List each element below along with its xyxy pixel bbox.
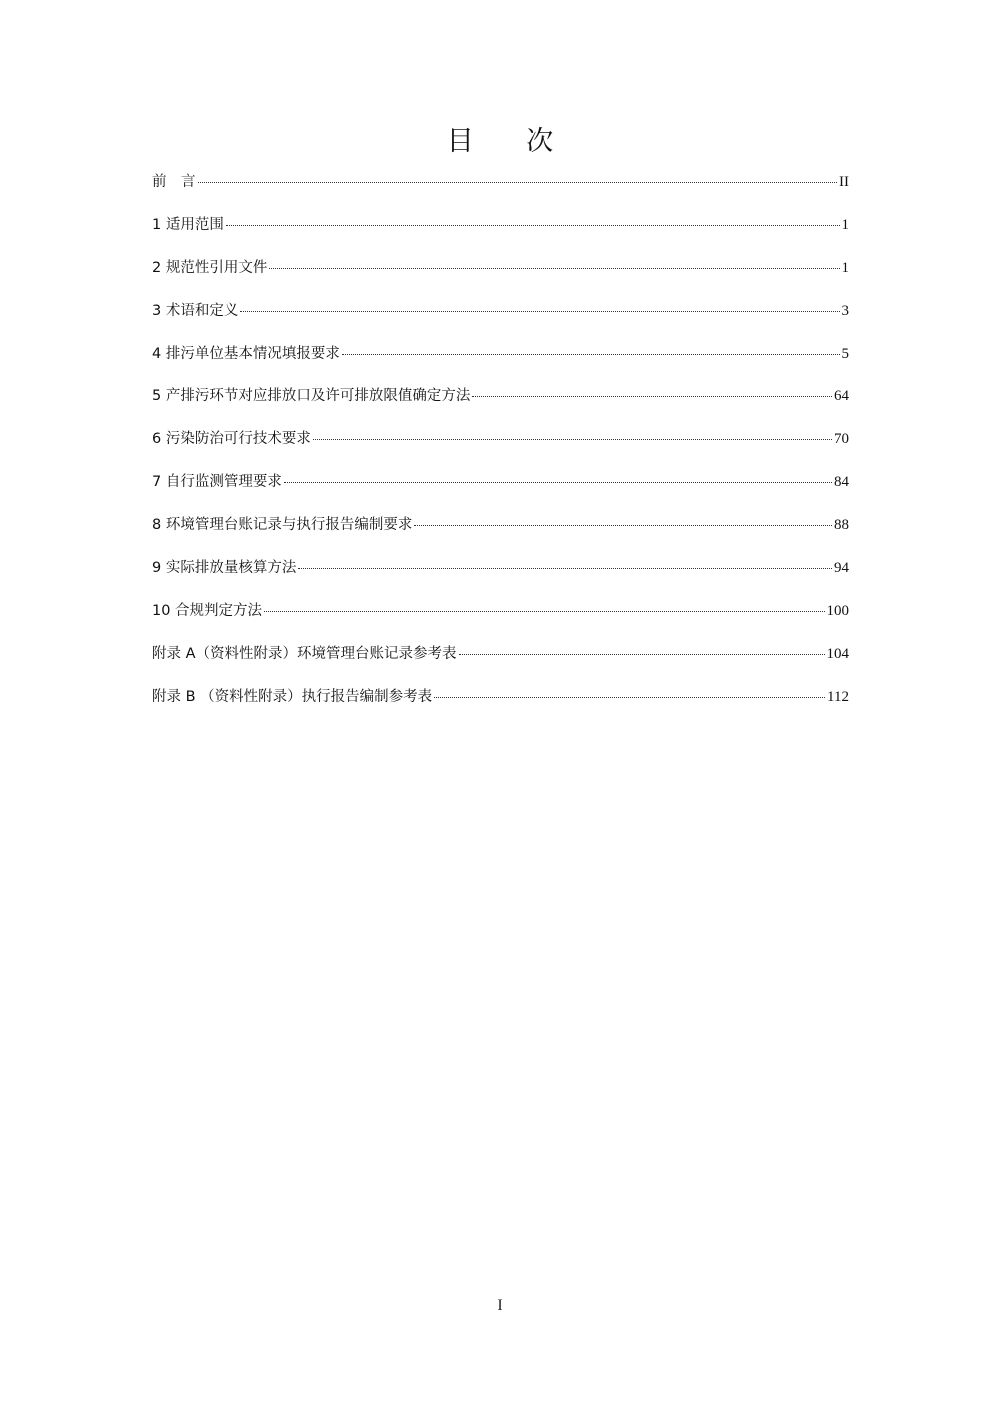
toc-dot-leader [414, 525, 832, 526]
toc-entry-page: 104 [826, 645, 849, 662]
toc-entry-page: 1 [841, 216, 849, 233]
toc-dot-leader [472, 396, 832, 397]
toc-entry[interactable] [152, 596, 849, 639]
toc-entry-page: 5 [841, 345, 849, 362]
toc-entry-label: 9 实际排放量核算方法 [152, 560, 297, 577]
toc-dot-leader [240, 311, 839, 312]
footer-page-number: I [497, 1297, 503, 1314]
toc-entry-label: 7 自行监测管理要求 [152, 474, 282, 491]
table-of-contents [152, 167, 849, 725]
toc-entry[interactable] [152, 682, 849, 725]
toc-dot-leader [298, 568, 832, 569]
toc-entry[interactable] [152, 296, 849, 339]
page-title: 目 次 [446, 126, 576, 157]
toc-dot-leader [434, 697, 825, 698]
toc-entry[interactable] [152, 339, 849, 382]
toc-dot-leader [459, 654, 825, 655]
toc-entry-label: 2 规范性引用文件 [152, 259, 268, 276]
toc-dot-leader [269, 268, 839, 269]
toc-entry-label: 10 合规判定方法 [152, 602, 263, 619]
toc-entry-page: II [839, 174, 849, 190]
toc-entry[interactable] [152, 210, 849, 253]
toc-entry-page: 70 [834, 431, 849, 448]
toc-entry[interactable] [152, 510, 849, 553]
toc-dot-leader [313, 439, 832, 440]
toc-entry[interactable] [152, 639, 849, 682]
toc-dot-leader [198, 182, 838, 183]
toc-entry-page: 100 [826, 602, 849, 619]
toc-dot-leader [264, 611, 824, 612]
toc-entry[interactable] [152, 424, 849, 467]
toc-dot-leader [342, 354, 840, 355]
toc-entry-page: 3 [841, 302, 849, 319]
toc-entry[interactable] [152, 167, 849, 210]
toc-entry-label: 6 污染防治可行技术要求 [152, 431, 311, 448]
toc-entry-page: 88 [834, 517, 849, 534]
toc-entry[interactable] [152, 253, 849, 296]
toc-entry[interactable] [152, 553, 849, 596]
toc-entry-page: 84 [834, 474, 849, 491]
toc-dot-leader [226, 225, 840, 226]
toc-entry-label: 5 产排污环节对应排放口及许可排放限值确定方法 [152, 388, 471, 405]
toc-entry[interactable] [152, 467, 849, 510]
toc-entry-page: 94 [834, 560, 849, 577]
toc-dot-leader [284, 482, 832, 483]
toc-entry-page: 1 [841, 259, 849, 276]
toc-entry-label: 8 环境管理台账记录与执行报告编制要求 [152, 517, 413, 534]
toc-entry-label: 前 言 [152, 174, 196, 190]
toc-entry-label: 1 适用范围 [152, 216, 224, 233]
toc-entry-label: 4 排污单位基本情况填报要求 [152, 345, 340, 362]
toc-entry-label: 附录 A（资料性附录）环境管理台账记录参考表 [152, 645, 457, 662]
toc-entry[interactable] [152, 381, 849, 424]
toc-entry-label: 3 术语和定义 [152, 302, 239, 319]
toc-entry-page: 64 [834, 388, 849, 405]
toc-entry-label: 附录 B （资料性附录）执行报告编制参考表 [152, 688, 433, 705]
toc-entry-page: 112 [827, 688, 849, 705]
